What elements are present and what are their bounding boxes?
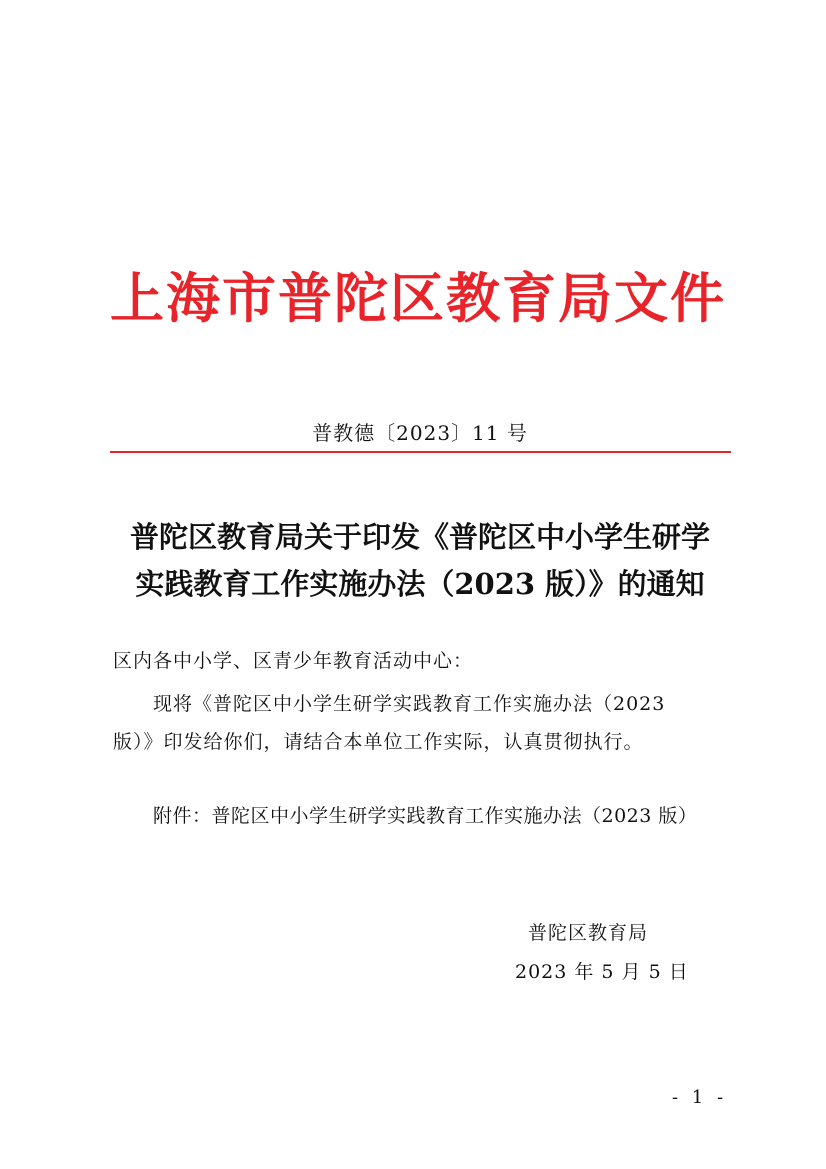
notice-title	[100, 514, 740, 608]
notice-title-line-1: 普陀区教育局关于印发《普陀区中小学生研学	[129, 520, 710, 554]
page-number: - 1 -	[672, 1087, 728, 1108]
signature-organization: 普陀区教育局	[528, 922, 649, 944]
document-number: 普教德〔2023〕11 号	[312, 421, 528, 445]
body-line-2: 版）》印发给你们，请结合本单位工作实际，认真贯彻执行。	[113, 731, 644, 753]
salutation: 区内各中小学、区青少年教育活动中心：	[113, 650, 474, 672]
attachment-note: 附件：普陀区中小学生研学实践教育工作实施办法（2023 版）	[153, 805, 698, 827]
signature-date: 2023 年 5 月 5 日	[515, 961, 689, 983]
masthead-title: 上海市普陀区教育局文件	[110, 266, 726, 330]
red-divider-rule	[110, 451, 731, 453]
body-paragraph	[113, 685, 725, 761]
body-line-1: 现将《普陀区中小学生研学实践教育工作实施办法（2023	[153, 693, 666, 715]
notice-title-line-2: 实践教育工作实施办法（2023 版）》的通知	[135, 567, 705, 601]
